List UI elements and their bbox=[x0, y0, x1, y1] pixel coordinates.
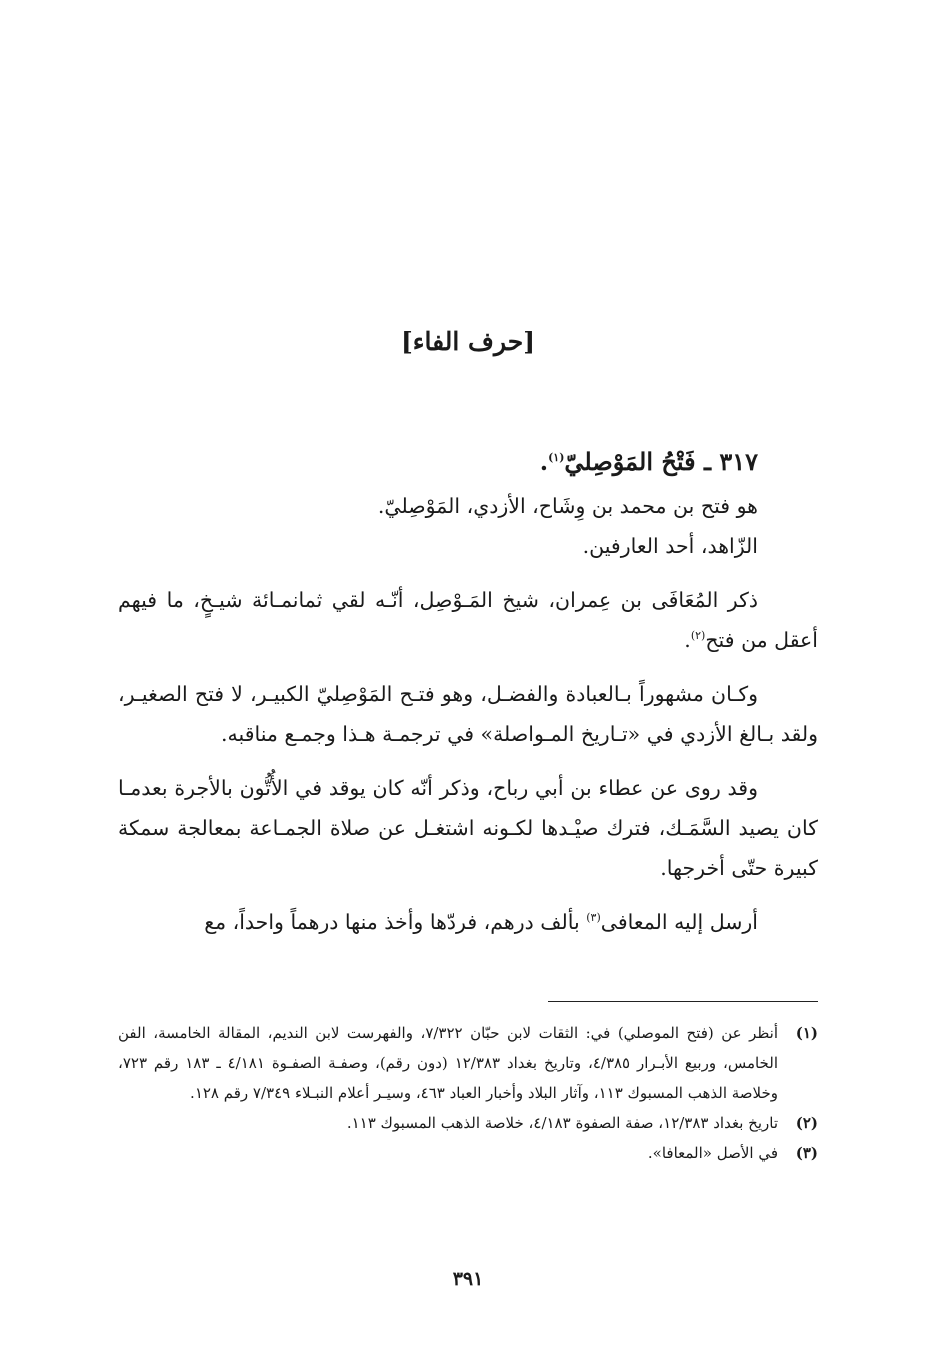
entry-name: فَتْحُ المَوْصِليّ bbox=[564, 447, 696, 476]
paragraph-4-text-before: أرسل إليه المعافى bbox=[600, 910, 758, 934]
intro-line-2: الزّاهد، أحد العارفين. bbox=[582, 534, 758, 558]
body-text bbox=[118, 440, 818, 956]
paragraph-4-text-after: بألف درهم، فردّها وأخذ منها درهماً واحداً، مع bbox=[204, 910, 587, 934]
footnote-number: (٢) bbox=[795, 1114, 818, 1132]
footnote-ref-3: (٣) bbox=[586, 911, 601, 925]
paragraph-4 bbox=[118, 902, 818, 942]
paragraph-1-text: ذكر المُعَافَى بن عِمران، شيخ المَـوْصِل، أنّـه لقي ثمانمـائة شيـخٍ، ما فيهم أعقل من فتح bbox=[118, 588, 818, 652]
footnote-number: (١) bbox=[795, 1024, 818, 1042]
entry-number: ٣١٧ bbox=[719, 447, 758, 476]
footnote-3 bbox=[118, 1138, 818, 1168]
paragraph-1-end: . bbox=[684, 628, 691, 652]
footnote-text: أنظر عن (فتح الموصلي) في: الثقات لابن حبّان ٧/٣٢٢، والفهرست لابن النديم، المقالة الخامسة، الفن الخامس، وربيع الأبـرار ٤/٣٨٥، وتاريخ بغداد ١٢/٣٨٣ (دون رقم)، وصفـة الصفـوة ٤/١٨١ ـ ١٨٣ رقم ٧٢٣، وخلاصة الذهب المسبوك ١١٣، وآثار البلاد وأخبار العباد ٤٦٣، وسيـر أعلام النبـلاء ٧/٣٤٩ رقم ١٢٨. bbox=[118, 1024, 779, 1102]
footnote-ref-2: (٢) bbox=[690, 629, 706, 643]
footnote-text: في الأصل «المعافا». bbox=[647, 1144, 778, 1162]
footnote-2 bbox=[118, 1108, 818, 1138]
paragraph-2: وكـان مشهوراً بـالعبادة والفضـل، وهو فتـح المَوْصِليّ الكبيـر، لا فتح الصغيـر، ولقد بـالغ الأزدي في «تـاريخ المـواصلة» في ترجمـة هـذا وجمـع مناقبه. bbox=[118, 682, 818, 746]
intro-block bbox=[118, 486, 818, 566]
entry-end: . bbox=[539, 447, 549, 476]
footnote-text: تاريخ بغداد ١٢/٣٨٣، صفة الصفوة ٤/١٨٣، خلاصة الذهب المسبوك ١١٣. bbox=[346, 1114, 778, 1132]
entry-heading bbox=[118, 440, 758, 484]
footnote-ref-1: (١) bbox=[548, 451, 565, 464]
chapter-title: [حرف الفاء] bbox=[400, 327, 536, 356]
paragraph-1 bbox=[118, 580, 818, 660]
book-page bbox=[118, 0, 818, 1357]
footnotes bbox=[118, 1018, 818, 1168]
intro-line-1: هو فتح بن محمد بن وِشَاح، الأزدي، المَوْصِليّ. bbox=[377, 494, 758, 518]
footnote-divider bbox=[548, 1001, 818, 1002]
footnote-number: (٣) bbox=[795, 1144, 818, 1162]
paragraph-3: وقد روى عن عطاء بن أبي رباح، وذكر أنّه كان يوقد في الأُتُّون بالأجرة بعدمـا كان يصيد السَّمَـك، فترك صيْـدها لكـونه اشتغـل عن صلاة الجمـاعة بمعالجة سمكة كبيرة حتّى أخرجها. bbox=[118, 776, 818, 880]
entry-separator: ـ bbox=[703, 447, 711, 476]
page-number: ٣٩١ bbox=[452, 1268, 484, 1290]
footnote-1 bbox=[118, 1018, 818, 1108]
